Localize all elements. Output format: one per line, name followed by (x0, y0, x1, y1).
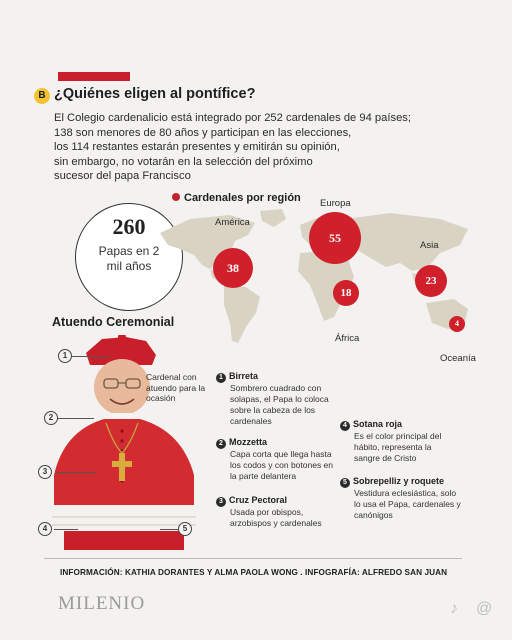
item-name: Sotana roja (353, 419, 403, 429)
region-label-oceania: Oceanía (440, 353, 476, 364)
item-desc: Sombrero cuadrado con solapas, el Papa lo coloca sobre la cabeza de los cardenales (230, 383, 329, 426)
section-accent-bar (58, 72, 130, 81)
item-desc: Usada por obispos, arzobispos y cardenales (230, 507, 322, 528)
footer-divider (44, 558, 462, 559)
credits: INFORMACIÓN: KATHIA DORANTES Y ALMA PAOLA WONG . INFOGRAFÍA: ALFREDO SAN JUAN (60, 568, 448, 577)
land-asia (346, 213, 468, 271)
item-desc: Es el color principal del hábito, representa la sangre de Cristo (354, 431, 442, 463)
region-label-asia: Asia (420, 240, 439, 251)
at-icon: @ (476, 600, 493, 617)
region-label-africa: África (335, 333, 360, 344)
item-desc: Vestidura eclesiástica, solo lo usa el Papa, cardenales y canónigos (354, 488, 461, 520)
region-bubble-asia: 23 (415, 265, 447, 297)
region-label-america: América (215, 217, 250, 228)
item-sotana-roja (340, 419, 450, 464)
leader-line (70, 356, 110, 357)
marker-5: 5 (178, 522, 192, 536)
page-title: ¿Quiénes eligen al pontífice? (54, 86, 256, 102)
leader-line (54, 529, 78, 530)
rochet-lace (50, 505, 198, 531)
region-bubble-europa: 55 (309, 212, 361, 264)
papas-number: 260 (112, 214, 146, 239)
milenio-logo: MILENIO (58, 593, 146, 614)
item-cruz-pectoral (216, 495, 334, 529)
item-name: Birreta (229, 371, 259, 381)
marker-1: 1 (58, 349, 72, 363)
section-badge: B (34, 88, 50, 104)
item-mozzetta (216, 437, 340, 482)
bullet-dot-icon (172, 193, 180, 201)
intro-line: sin embargo, no votarán en la selección del próximo (54, 155, 313, 168)
region-bubble-oceania: 4 (449, 316, 465, 332)
item-number: 3 (216, 497, 226, 507)
item-number: 4 (340, 421, 350, 431)
item-name: Cruz Pectoral (229, 495, 288, 505)
papas-text: Papas en 2 mil años (98, 244, 160, 273)
map-title (172, 192, 301, 204)
map-title-text: Cardenales por región (184, 192, 301, 204)
leader-line (56, 418, 94, 419)
intro-line: sucesor del papa Francisco (54, 170, 191, 182)
region-label-europa: Europa (320, 198, 351, 209)
atuendo-title: Atuendo Ceremonial (52, 315, 175, 329)
land-greenland (260, 209, 286, 227)
item-number: 5 (340, 478, 350, 488)
intro-line: El Colegio cardenalicio está integrado por 252 cardenales de 94 países; (54, 112, 411, 124)
marker-2: 2 (44, 411, 58, 425)
intro-line: los 114 restantes estarán presentes y emitirán su opinión, (54, 141, 340, 153)
item-desc: Capa corta que llega hasta los codos y con botones en la parte delantera (230, 449, 334, 481)
leader-line (56, 472, 96, 473)
item-name: Mozzetta (229, 437, 267, 447)
item-number: 2 (216, 439, 226, 449)
tiktok-icon: ♪ (450, 600, 458, 617)
item-sobrepelliz (340, 476, 462, 521)
land-south-america (224, 285, 260, 343)
region-bubble-africa: 18 (333, 280, 359, 306)
marker-4: 4 (38, 522, 52, 536)
item-number: 1 (216, 373, 226, 383)
intro-line: 138 son menores de 80 años y participan en las elecciones, (54, 126, 352, 139)
marker-3: 3 (38, 465, 52, 479)
head-shape (94, 359, 150, 415)
cardinal-caption: Cardenal con atuendo para la ocasión (146, 372, 206, 403)
cardinal-illustration (44, 335, 204, 550)
item-birreta (216, 371, 334, 427)
item-name: Sobrepelliz y roquete (353, 476, 445, 486)
intro-paragraph (54, 111, 454, 184)
region-bubble-america: 38 (213, 248, 253, 288)
collar (112, 413, 132, 419)
